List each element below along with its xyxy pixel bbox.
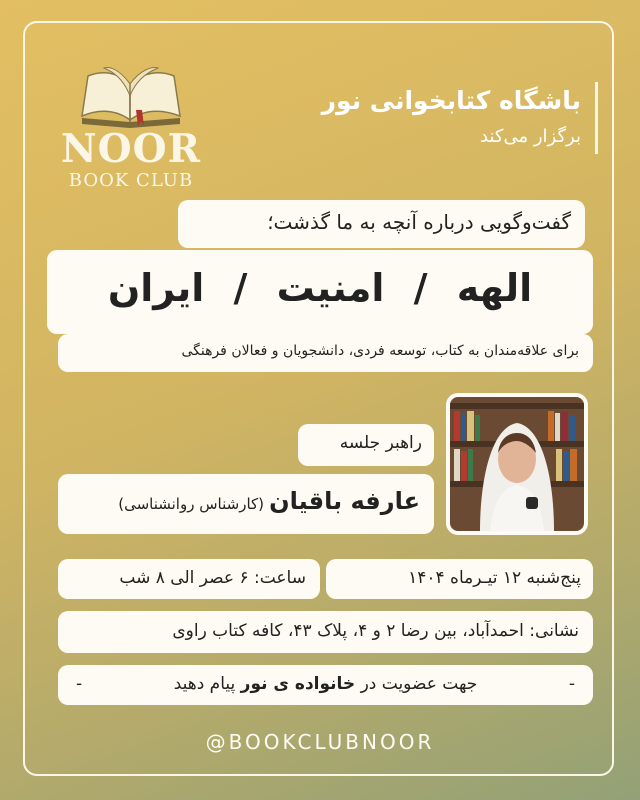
event-time: ساعت: ۶ عصر الی ۸ شب xyxy=(58,559,320,599)
event-address: نشانی: احمدآباد، بین رضا ۲ و ۴، پلاک ۴۳، کافه کتاب راوی xyxy=(58,611,593,653)
topic-card: گفت‌وگویی درباره آنچه به ما گذشت؛ xyxy=(178,200,585,248)
logo-name: NOOR xyxy=(60,126,201,172)
event-date: پنج‌شنبه ۱۲ تیـرماه ۱۴۰۴ xyxy=(326,559,593,599)
join-dash-right: - xyxy=(568,674,575,694)
club-logo xyxy=(56,62,206,191)
open-book-icon xyxy=(74,62,188,128)
host-photo xyxy=(446,393,588,535)
organizer-block xyxy=(251,82,598,154)
host-role: (کارشناس روانشناسی) xyxy=(118,495,265,513)
headline-card: الهه / امنیت / ایران xyxy=(47,250,593,334)
organizer-subtitle: برگزار می‌کند xyxy=(480,126,581,147)
audience-card: برای علاقه‌مندان به کتاب، توسعه فردی، دانشجویان و فعالان فرهنگی xyxy=(58,334,593,372)
host-name: عارفه باقیان xyxy=(269,487,420,515)
join-message xyxy=(82,674,569,705)
join-text-bold: خانواده ی نور xyxy=(240,674,356,694)
organizer-title: باشگاه کتابخوانی نور xyxy=(321,86,581,115)
join-dash-left: - xyxy=(76,674,83,694)
host-name-card xyxy=(58,474,434,534)
join-text-pre: جهت عضویت در xyxy=(355,674,478,694)
host-label-card: راهبر جلسه xyxy=(298,424,434,466)
join-text-post: پیام دهید xyxy=(173,674,241,694)
join-card xyxy=(58,665,593,705)
social-handle: @BOOKCLUBNOOR xyxy=(205,730,435,754)
logo-subtitle: BOOK CLUB xyxy=(68,170,194,191)
